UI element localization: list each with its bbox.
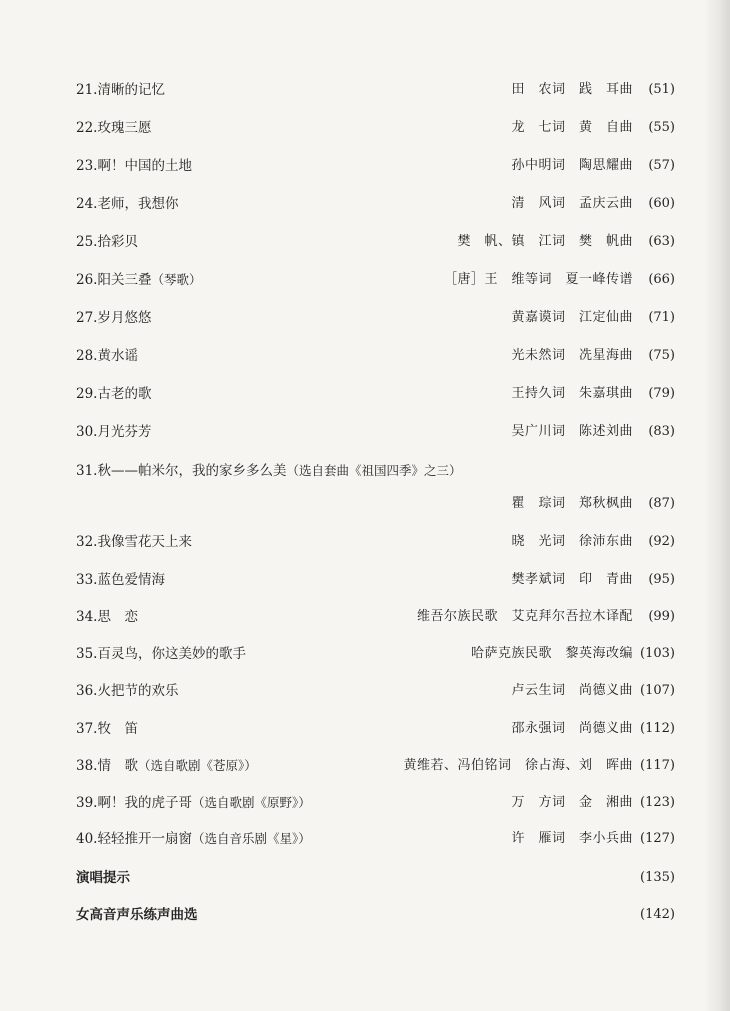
entry-title: 演唱提示	[76, 870, 130, 886]
dot-leader	[154, 306, 508, 330]
toc-entry[interactable]	[76, 568, 675, 592]
entry-page-number: (87)	[648, 496, 675, 511]
entry-page-number: (63)	[648, 234, 675, 249]
entry-title: 32.我像雪花天上来	[76, 534, 192, 550]
dot-leader	[168, 78, 509, 102]
toc-entry-singing-tips[interactable]	[76, 866, 675, 890]
entry-credit: 卢云生词 尚德义曲	[511, 683, 633, 698]
entry-title: 37.牧 笛	[76, 721, 138, 737]
entry-page-number: (66)	[648, 272, 675, 287]
dot-leader	[141, 230, 455, 254]
entry-credit: ［唐］王 维等词 夏一峰传谱	[443, 272, 633, 287]
dot-leader	[249, 642, 468, 666]
dot-leader	[154, 382, 508, 406]
entry-title: 39.啊！我的虎子哥（选自歌剧《原野》）	[76, 795, 311, 811]
entry-credit: 樊孝斌词 印 青曲	[511, 572, 633, 587]
entry-page-number: (71)	[648, 310, 675, 325]
entry-title: 26.阳关三叠（琴歌）	[76, 272, 202, 288]
entry-title: 24.老师，我想你	[76, 196, 179, 212]
dot-leader	[141, 344, 509, 368]
entry-page-number: (75)	[648, 348, 675, 363]
page-edge-shadow	[704, 0, 730, 1011]
dot-leader	[205, 268, 441, 292]
entry-page-number: (55)	[648, 120, 675, 135]
toc-entry[interactable]	[76, 154, 675, 178]
entry-credit: 万 方词 金 湘曲	[511, 795, 633, 810]
entry-title: 27.岁月悠悠	[76, 310, 152, 326]
dot-leader	[96, 492, 508, 516]
entry-credit: 晓 光词 徐沛东曲	[511, 534, 633, 549]
dot-leader	[154, 420, 508, 444]
toc-entry-title-line[interactable]	[76, 459, 675, 483]
entry-page-number: (95)	[648, 572, 675, 587]
entry-credit: 瞿 琮词 郑秋枫曲	[511, 496, 633, 511]
entry-page-number: (60)	[648, 196, 675, 211]
entry-page-number: (127)	[640, 831, 675, 846]
toc-entry[interactable]	[76, 717, 675, 741]
dot-leader	[314, 791, 509, 815]
toc-entry[interactable]	[76, 230, 675, 254]
entry-page-number: (51)	[648, 82, 675, 97]
toc-entry[interactable]	[76, 605, 675, 629]
entry-credit: 清 风词 孟庆云曲	[511, 196, 633, 211]
toc-entry[interactable]	[76, 754, 675, 778]
toc-entry[interactable]	[76, 642, 675, 666]
entry-credit: 孙中明词 陶思耀曲	[511, 158, 633, 173]
entry-title: 35.百灵鸟，你这美妙的歌手	[76, 646, 246, 662]
entry-credit: 许 雁词 李小兵曲	[511, 831, 633, 846]
entry-page-number: (103)	[640, 646, 675, 661]
entry-page-number: (117)	[640, 758, 675, 773]
entry-title: 23.啊！中国的土地	[76, 158, 192, 174]
entry-page-number: (83)	[648, 424, 675, 439]
dot-leader	[195, 154, 509, 178]
entry-title: 21.清晰的记忆	[76, 82, 165, 98]
entry-page-number: (142)	[640, 907, 675, 922]
entry-page-number: (99)	[648, 609, 675, 624]
entry-title: 22.玫瑰三愿	[76, 120, 152, 136]
entry-title: 33.蓝色爱情海	[76, 572, 165, 588]
entry-page-number: (79)	[648, 386, 675, 401]
entry-credit: 哈萨克族民歌 黎英海改编	[470, 646, 633, 661]
entry-title: 38.情 歌（选自歌剧《苍原》）	[76, 758, 257, 774]
dot-leader	[201, 903, 631, 927]
entry-credit: 龙 七词 黄 自曲	[511, 120, 633, 135]
entry-credit: 邵永强词 尚德义曲	[511, 721, 633, 736]
entry-page-number: (92)	[648, 534, 675, 549]
dot-leader	[141, 717, 509, 741]
toc-entry[interactable]	[76, 382, 675, 406]
entry-title: 36.火把节的欢乐	[76, 683, 179, 699]
entry-credit: 田 农词 践 耳曲	[511, 82, 633, 97]
dot-leader	[195, 530, 509, 554]
toc-entry[interactable]	[76, 679, 675, 703]
entry-title: 34.思 恋	[76, 609, 138, 625]
dot-leader	[260, 754, 401, 778]
toc-entry[interactable]	[76, 827, 675, 851]
toc-entry[interactable]	[76, 530, 675, 554]
entry-credit: 吴广川词 陈述刘曲	[511, 424, 633, 439]
entry-title: 40.轻轻推开一扇窗（选自音乐剧《星》）	[76, 831, 311, 847]
dot-leader	[181, 192, 508, 216]
toc-entry[interactable]	[76, 306, 675, 330]
dot-leader	[154, 116, 508, 140]
dot-leader	[133, 866, 630, 890]
entry-title: 28.黄水谣	[76, 348, 138, 364]
dot-leader	[314, 827, 509, 851]
dot-leader	[168, 568, 509, 592]
toc-entry[interactable]	[76, 344, 675, 368]
entry-page-number: (123)	[640, 795, 675, 810]
toc-entry[interactable]	[76, 420, 675, 444]
toc-entry[interactable]	[76, 791, 675, 815]
entry-page-number: (135)	[640, 870, 675, 885]
dot-leader	[181, 679, 508, 703]
entry-page-number: (112)	[640, 721, 675, 736]
entry-credit: 黄维若、冯伯铭词 徐占海、刘 晖曲	[403, 758, 633, 773]
entry-title: 女高音声乐练声曲选	[76, 907, 198, 923]
entry-credit: 樊 帆、镇 江词 樊 帆曲	[457, 234, 633, 249]
entry-credit: 黄嘉谟词 江定仙曲	[511, 310, 633, 325]
toc-entry-vocal-exercises[interactable]	[76, 903, 675, 927]
toc-entry[interactable]	[76, 192, 675, 216]
entry-credit: 光未然词 冼星海曲	[511, 348, 633, 363]
toc-entry[interactable]	[76, 78, 675, 102]
entry-title: 29.古老的歌	[76, 386, 152, 402]
dot-leader	[141, 605, 414, 629]
toc-entry[interactable]	[76, 116, 675, 140]
entry-title: 25.拾彩贝	[76, 234, 138, 250]
entry-title: 30.月光芬芳	[76, 424, 152, 440]
toc-entry-continuation[interactable]	[76, 492, 675, 516]
entry-credit: 维吾尔族民歌 艾克拜尔吾拉木译配	[416, 609, 633, 624]
entry-page-number: (107)	[640, 683, 675, 698]
toc-entry[interactable]	[76, 268, 675, 292]
entry-title: 31.秋——帕米尔，我的家乡多么美（选自套曲《祖国四季》之三）	[76, 463, 462, 479]
entry-credit: 王持久词 朱嘉琪曲	[511, 386, 633, 401]
entry-page-number: (57)	[648, 158, 675, 173]
